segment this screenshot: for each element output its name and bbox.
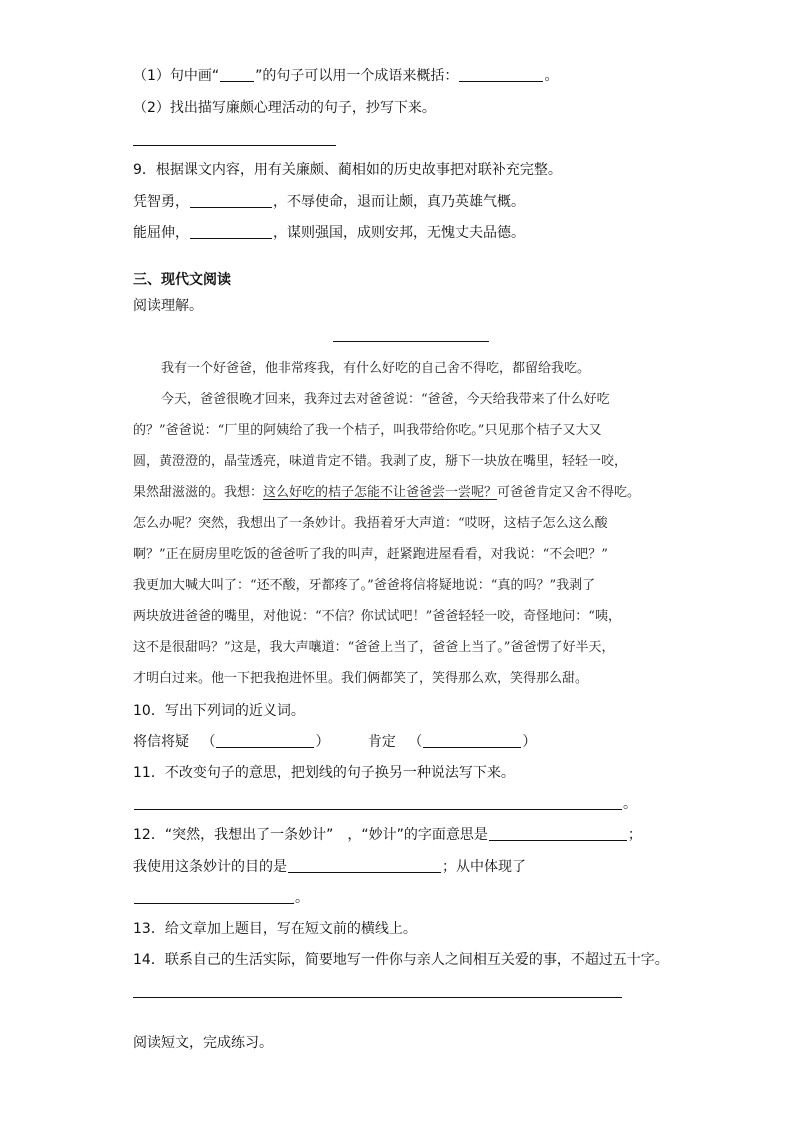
- question-12-meaning-blank[interactable]: [489, 826, 627, 841]
- question-2-answer-line[interactable]: [133, 145, 336, 146]
- word-1-close-paren: ）: [315, 734, 330, 750]
- passage-title-blank[interactable]: [333, 341, 489, 342]
- question-12-line-1: [133, 826, 642, 844]
- passage-line-5-suffix: 可爸爸肯定又舍不得吃。: [497, 485, 641, 500]
- passage-line-8: 我更加大喊大叫了：“还不酸，牙都疼了。”爸爸将信将疑地说：“真的吗？”我剥了: [133, 578, 596, 593]
- next-passage-instruction: 阅读短文，完成练习。: [133, 1035, 273, 1051]
- question-2-line: （2）找出描写廉颇心理活动的句子，抄写下来。: [133, 100, 436, 116]
- word-1-open-paren: （: [201, 734, 216, 750]
- passage-line-2: 今天，爸爸很晚才回来，我奔过去对爸爸说：“爸爸，今天给我带来了什么好吃: [161, 392, 610, 407]
- question-11-answer-blank[interactable]: [134, 795, 622, 810]
- question-1-line: [133, 67, 558, 85]
- question-12-reflects-label: ；从中体现了: [442, 859, 526, 875]
- passage-line-10: 这不是很甜吗？”这是，我大声嚷道：“爸爸上当了，爸爸上当了。”爸爸愣了好半天，: [133, 640, 615, 655]
- couplet-1-suffix: ，不辱使命，退而让颇，真乃英雄气概。: [273, 194, 525, 210]
- question-10-answers: [133, 733, 536, 751]
- underline-marker-blank: [220, 67, 254, 82]
- question-10-prompt: 10．写出下列词的近义词。: [133, 703, 305, 719]
- question-1-end: 。: [544, 68, 559, 84]
- word-2: 肯定: [367, 734, 396, 750]
- question-9-prompt: 9．根据课文内容，用有关廉颇、蔺相如的历史故事把对联补充完整。: [133, 162, 562, 178]
- couplet-1-prefix: 凭智勇，: [133, 194, 189, 210]
- word-2-open-paren: （: [408, 734, 423, 750]
- word-1: 将信将疑: [133, 734, 189, 750]
- word-1-blank[interactable]: [216, 733, 314, 748]
- question-11-prompt: 11．不改变句子的意思，把划线的句子换另一种说法写下来。: [133, 765, 515, 781]
- question-12-semicolon: ；: [627, 827, 642, 843]
- passage-line-5-prefix: 果然甜滋滋的。我想：: [133, 485, 264, 500]
- word-2-close-paren: ）: [522, 734, 537, 750]
- question-12-line-3: [133, 889, 309, 907]
- question-14-prompt: 14．联系自己的生活实际，简要地写一件你与亲人之间相互关爱的事，不超过五十字。: [133, 952, 669, 968]
- couplet-2-blank[interactable]: [190, 224, 272, 239]
- question-1-answer-blank[interactable]: [459, 67, 543, 82]
- question-13-prompt: 13．给文章加上题目，写在短文前的横线上。: [133, 921, 417, 937]
- passage-line-9: 两块放进爸爸的嘴里，对他说：“不信？你试试吧！”爸爸轻轻一咬，奇怪地问：“咦，: [133, 609, 621, 624]
- question-14-answer-line[interactable]: [133, 997, 622, 998]
- couplet-2-suffix: ，谋则强国，成则安邦，无愧丈夫品德。: [273, 225, 525, 241]
- passage-line-5: [133, 484, 640, 501]
- question-11-answer: [133, 795, 637, 813]
- question-1-prefix: （1）句中画“: [133, 68, 220, 84]
- couplet-line-2: [133, 224, 525, 242]
- question-12-line-2: [133, 858, 526, 876]
- passage-line-7: 啊？”正在厨房里吃饭的爸爸听了我的叫声，赶紧跑进屋看看，对我说：“不会吧？”: [133, 547, 608, 562]
- passage-line-1: 我有一个好爸爸，他非常疼我，有什么好吃的自己舍不得吃，都留给我吃。: [161, 361, 591, 376]
- couplet-2-prefix: 能屈伸，: [133, 225, 189, 241]
- word-2-blank[interactable]: [423, 733, 521, 748]
- passage-line-11: 才明白过来。他一下把我抱进怀里。我们俩都笑了，笑得那么欢，笑得那么甜。: [133, 671, 589, 686]
- question-12-purpose-blank[interactable]: [288, 858, 441, 873]
- question-12-end: 。: [295, 890, 309, 906]
- passage-line-4: 圆，黄澄澄的，晶莹透亮，味道肯定不错。我剥了皮，掰下一块放在嘴里，轻轻一咬，: [133, 454, 628, 469]
- passage-line-3: 的？”爸爸说：“厂里的阿姨给了我一个桔子，叫我带给你吃。”只见那个桔子又大又: [133, 423, 602, 438]
- question-12-purpose-label: 我使用这条妙计的目的是: [133, 859, 287, 875]
- passage-line-6: 怎么办呢？突然，我想出了一条妙计。我捂着牙大声道：“哎呀，这桔子怎么这么酸: [133, 516, 608, 531]
- question-12-prefix: 12．“突然，我想出了一条妙计” ，“妙计”的字面意思是: [133, 827, 488, 843]
- couplet-line-1: [133, 193, 525, 211]
- couplet-1-blank[interactable]: [190, 193, 272, 208]
- underlined-sentence: 这么好吃的桔子怎能不让爸爸尝一尝呢？: [263, 485, 498, 500]
- question-1-mid: ”的句子可以用一个成语来概括：: [255, 68, 459, 84]
- section-3-title: 三、现代文阅读: [133, 272, 231, 288]
- question-11-end: 。: [623, 796, 637, 812]
- question-12-reflects-blank[interactable]: [134, 889, 294, 904]
- section-3-subtitle: 阅读理解。: [133, 298, 203, 314]
